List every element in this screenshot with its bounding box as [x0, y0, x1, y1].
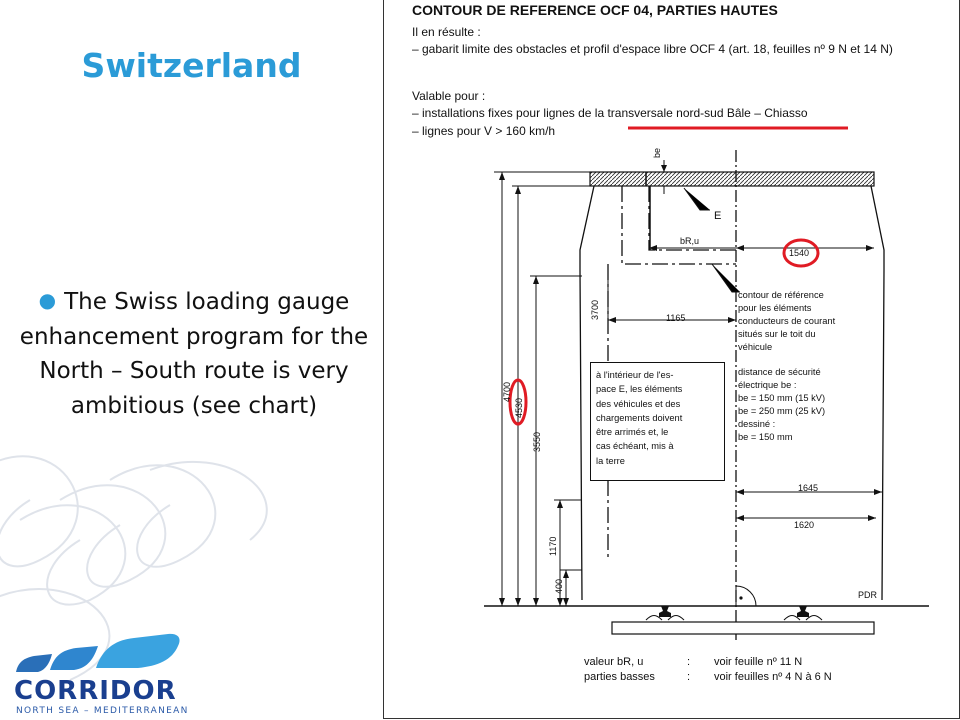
note-spacer [738, 354, 938, 367]
label-3550: 3550 [532, 431, 542, 452]
label-1540: 1540 [789, 248, 810, 258]
sleeper [612, 622, 874, 634]
bullet-text-block [14, 283, 374, 423]
label-1165: 1165 [666, 313, 686, 323]
note-line: be = 250 mm (25 kV) [738, 406, 826, 417]
note-line: be = 150 mm [738, 431, 793, 442]
doc-line-installations: – installations fixes pour lignes de la transversale nord-sud Bâle – Chiasso [412, 106, 808, 120]
note-line: situés sur le toit du [738, 328, 816, 339]
note-line: conducteurs de courant [738, 315, 836, 326]
note-line: la terre [596, 455, 625, 466]
label-E: E [714, 210, 722, 222]
center-dot [739, 596, 742, 599]
document-title: CONTOUR DE REFERENCE OCF 04, PARTIES HAUTES [412, 2, 778, 18]
logo-wordmark: CORRIDOR [14, 676, 177, 706]
footer-label-lower: parties basses [584, 671, 655, 683]
doc-line-valid: Valable pour : [412, 89, 486, 103]
label-3700: 3700 [590, 299, 600, 320]
note-line: être arrimés et, le [596, 427, 669, 438]
note-line: pace E, les éléments [596, 384, 683, 395]
note-line: électrique be : [738, 380, 797, 391]
footer-colon: : [687, 656, 691, 668]
note-line: véhicule [738, 341, 773, 352]
roof-hatch [590, 172, 874, 186]
note-line: à l'intérieur de l'es- [596, 370, 674, 380]
rails [659, 606, 809, 617]
footer-ref-lower: voir feuilles nº 4 N à 6 N [714, 671, 832, 683]
doc-line-result: Il en résulte : [412, 25, 481, 39]
note-line: dessiné : [738, 419, 776, 430]
rail-clips [646, 616, 822, 621]
note-line: distance de sécurité [738, 367, 821, 378]
logo-subtitle: NORTH SEA – MEDITERRANEAN [16, 706, 189, 716]
label-4530: 4530 [514, 397, 524, 418]
note-line: pour les éléments [738, 302, 812, 313]
label-1620: 1620 [794, 520, 815, 530]
footer-ref-bru: voir feuille nº 11 N [714, 656, 803, 668]
slide-title: Switzerland [81, 46, 302, 85]
note-line: contour de référence [738, 290, 824, 300]
footer-colon: : [687, 671, 691, 683]
note-line: be = 150 mm (15 kV) [738, 393, 826, 404]
bullet-dot-icon: ● [38, 288, 57, 312]
center-angle-mark [736, 586, 756, 606]
label-1170: 1170 [548, 536, 558, 556]
label-pdr: PDR [858, 590, 878, 600]
bullet-text: The Swiss loading gauge enhancement program for the North – South route is very ambitious (see chart) [19, 289, 369, 419]
footer-label-bru: valeur bR, u [584, 656, 644, 668]
note-line: chargements doivent [596, 412, 683, 423]
label-4700: 4700 [502, 381, 512, 402]
note-box-text [596, 368, 722, 468]
label-be: be [652, 147, 662, 158]
doc-line-gauge: – gabarit limite des obstacles et profil d'espace libre OCF 4 (art. 18, feuilles nº 9 N et 14 N) [412, 42, 893, 56]
slide-left-panel [0, 0, 383, 720]
reference-contour-document [383, 0, 960, 719]
label-400: 400 [554, 578, 564, 594]
note-line: des véhicules et des [596, 398, 681, 409]
doc-line-speed: – lignes pour V > 160 km/h [412, 124, 556, 138]
contour-notes [738, 289, 938, 444]
label-bRu: bR,u [680, 236, 700, 246]
note-line: cas échéant, mis à [596, 441, 674, 452]
label-1645: 1645 [798, 483, 819, 493]
